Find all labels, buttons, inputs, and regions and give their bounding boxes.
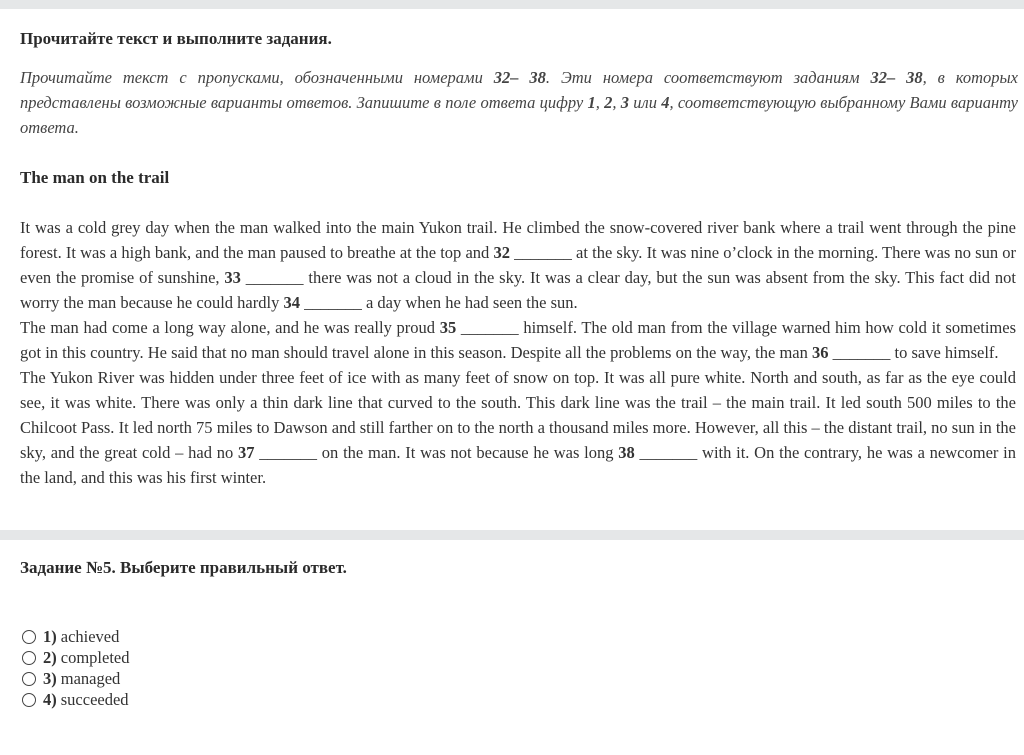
instructions-separator: или — [629, 93, 662, 112]
gap-blank-38: _______ — [639, 443, 698, 462]
option-label: succeeded — [60, 689, 129, 709]
instructions-digit: 1 — [587, 93, 596, 112]
gap-blank-34: _______ — [304, 293, 362, 312]
gap-blank-33: _______ — [245, 268, 304, 287]
answer-option-2[interactable] — [22, 647, 129, 668]
answer-option-4[interactable] — [22, 689, 129, 710]
passage-fragment: The Yukon River was hidden under three feet of ice with as many feet of snow on top. It was all pure white. North and south, as far as the eye could see, it was white. There was only a thin dark line that curved to the south. This dark line was the trail – the main trail. It led south 500 miles to the Chilcoot Pass. It led north 75 miles to Dawson and still farther on to the north a thousand miles more. However, all this – the distant trail, no sun in the sky, and the great cold – had no — [20, 368, 1016, 462]
passage-title: The man on the trail — [20, 168, 170, 187]
gap-blank-32: _______ — [514, 243, 572, 262]
radio-button-icon[interactable] — [22, 693, 36, 707]
passage-fragment: himself. The old man from the village warned him how cold it sometimes got in this country. He said that no man should travel alone in this season. Despite all the problems on the way, the man — [20, 318, 1017, 362]
gap-number-37: 37 — [238, 443, 255, 462]
radio-button-icon[interactable] — [22, 630, 36, 644]
instructions-separator: , — [595, 93, 605, 112]
radio-button-icon[interactable] — [22, 672, 36, 686]
passage-fragment: a day when he had seen the sun. — [361, 293, 578, 312]
passage-paragraph-1 — [20, 215, 1016, 315]
gap-number-38: 38 — [618, 443, 635, 462]
option-number: 1) — [43, 626, 57, 646]
passage-paragraph-3 — [20, 365, 1016, 490]
instructions-text: , соответствующую выбранному Вами варианту ответа. — [20, 93, 1018, 137]
section-divider-bar — [0, 530, 1024, 540]
gap-blank-37: _______ — [259, 443, 318, 462]
passage-fragment: with it. On the contrary, he was a newcomer in the land, and this was his first winter. — [20, 443, 1016, 487]
passage-fragment: to save himself. — [890, 343, 999, 362]
answer-option-3[interactable] — [22, 668, 129, 689]
option-label: achieved — [60, 626, 120, 646]
instructions-digit: 3 — [620, 93, 630, 112]
instructions-range: 32– 38 — [870, 68, 923, 87]
passage-fragment: on the man. It was not because he was long — [317, 443, 619, 462]
task-title: Прочитайте текст и выполните задания. — [20, 29, 332, 48]
passage-fragment: It was a cold grey day when the man walked into the main Yukon trail. He climbed the snow-covered river bank where a trail went through the pine forest. It was a high bank, and the man paused to breathe at the top and — [20, 218, 1016, 262]
passage-fragment: The man had come a long way alone, and he was really proud — [20, 318, 440, 337]
instructions-digit: 2 — [604, 93, 613, 112]
instructions-text: Прочитайте текст с пропусками, обозначенными номерами — [20, 68, 494, 87]
option-label: completed — [60, 647, 130, 667]
option-label: managed — [60, 668, 121, 688]
question-title: Задание №5. Выберите правильный ответ. — [20, 558, 347, 577]
task-instructions — [20, 65, 1018, 140]
gap-number-35: 35 — [439, 318, 457, 337]
gap-blank-36: _______ — [832, 343, 891, 362]
option-number: 2) — [43, 647, 57, 667]
gap-number-34: 34 — [283, 293, 300, 312]
instructions-digit: 4 — [661, 93, 670, 112]
passage-fragment: there was not a cloud in the sky. It was a clear day, but the sun was absent from the sky. This fact did not worry the man because he could hardly — [20, 268, 1016, 312]
passage-fragment: at the sky. It was nine o’clock in the morning. There was no sun or even the promise of sunshine, — [20, 243, 1016, 287]
instructions-text: , в которых представлены возможные варианты ответов. Запишите в поле ответа цифру — [20, 68, 1018, 112]
passage-text — [20, 215, 1016, 490]
instructions-text: . Эти номера соответствуют заданиям — [545, 68, 871, 87]
gap-blank-35: _______ — [460, 318, 519, 337]
instructions-separator: , — [612, 93, 621, 112]
answer-option-1[interactable] — [22, 626, 129, 647]
gap-number-36: 36 — [812, 343, 829, 362]
passage-paragraph-2 — [20, 315, 1016, 365]
gap-number-32: 32 — [493, 243, 510, 262]
top-divider-bar — [0, 0, 1024, 9]
gap-number-33: 33 — [224, 268, 241, 287]
option-number: 3) — [43, 668, 57, 688]
answer-options — [22, 626, 129, 710]
instructions-range: 32– 38 — [493, 68, 546, 87]
option-number: 4) — [43, 689, 57, 709]
radio-button-icon[interactable] — [22, 651, 36, 665]
